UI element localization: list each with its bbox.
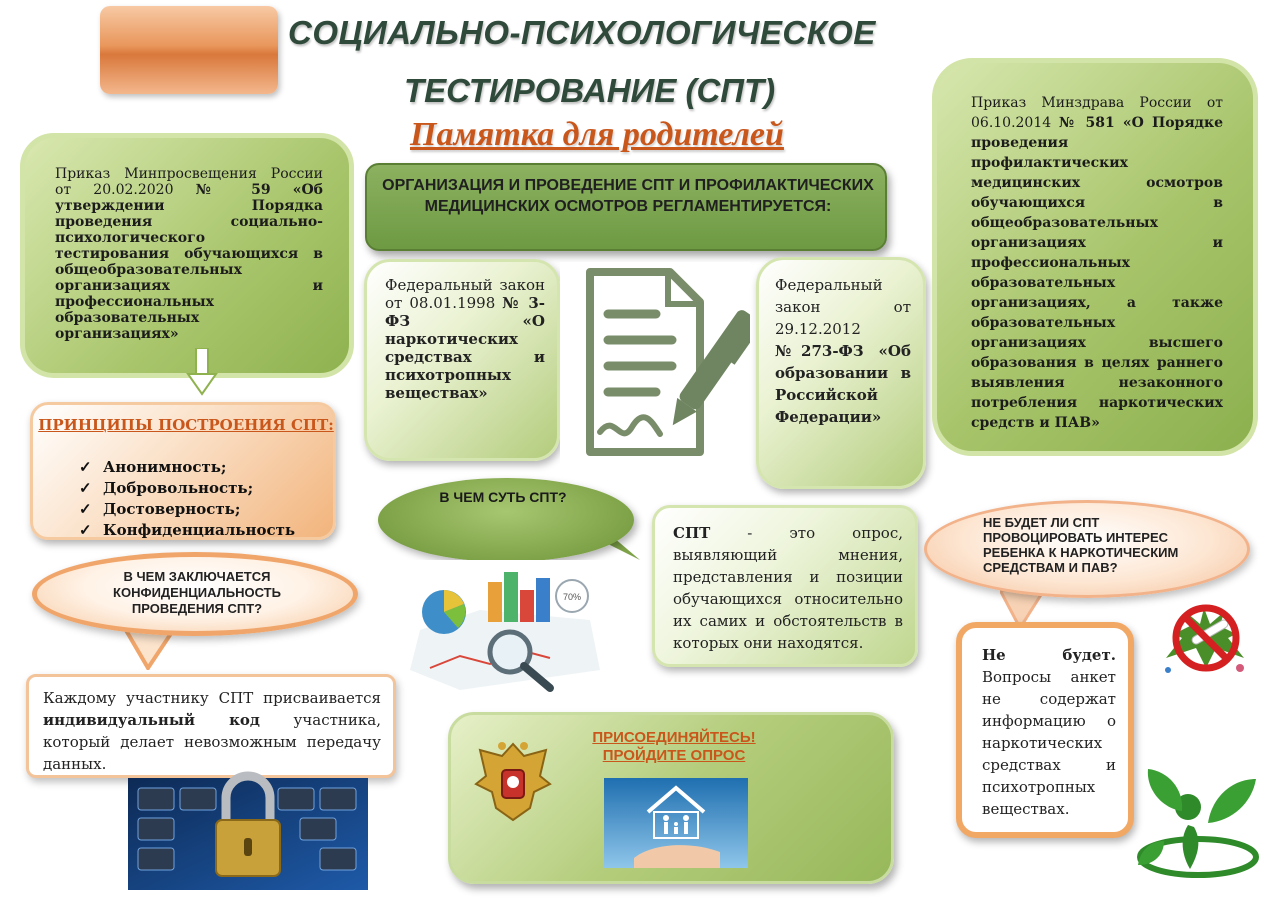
confidentiality-before: Каждому участнику СПТ присваивается: [43, 689, 381, 707]
left-order-intro: Приказ Минпросвещения России от 20.02.2020: [55, 166, 323, 198]
answer-bold: Не будет.: [982, 646, 1116, 664]
definition-text: [673, 522, 903, 654]
answer-text: [982, 644, 1116, 820]
checkmark-icon: ✓: [79, 521, 92, 539]
confidentiality-question-bubble: [32, 552, 358, 636]
page-title-line1: СОЦИАЛЬНО-ПСИХОЛОГИЧЕСКОЕ: [288, 14, 876, 51]
definition-body: - это опрос, выявляющий мнения, представления и позиции обучающихся относительно их самих и обстоятельств в которых они находятся.: [673, 524, 903, 652]
left-order-text: [55, 166, 323, 352]
law-3fz-title: № 3-ФЗ «О наркотических средствах и психотропных веществах»: [385, 294, 545, 402]
family-house-photo: [604, 778, 748, 868]
title-ribbon-decoration: [100, 6, 278, 94]
join-line1: ПРИСОЕДИНЯЙТЕСЬ!: [592, 729, 756, 746]
no-drugs-icon: [1156, 598, 1252, 678]
keyboard-lock-illustration: [128, 768, 368, 890]
principles-heading: ПРИНЦИПЫ ПОСТРОЕНИЯ СПТ:: [38, 416, 334, 434]
left-order-number: № 59: [195, 182, 271, 198]
right-order-text: [971, 93, 1223, 433]
chart-percent-badge: 70%: [563, 592, 582, 602]
page-subtitle: Памятка для родителей: [410, 116, 784, 153]
join-line2: ПРОЙДИТЕ ОПРОС: [602, 747, 746, 764]
principle-label: Конфиденциальность: [103, 521, 296, 539]
principles-box: [30, 402, 336, 540]
eagle-emblem-icon: [472, 736, 554, 826]
interest-question-text: НЕ БУДЕТ ЛИ СПТ ПРОВОЦИРОВАТЬ ИНТЕРЕС РЕБЕНКА К НАРКОТИЧЕСКИМ СРЕДСТВАМ И ПАВ?: [983, 515, 1179, 575]
law-273fz-title: №273-ФЗ «Об образовании в Российской Федерации»: [775, 342, 911, 426]
person-leaves-logo: [1128, 745, 1268, 893]
regulation-banner: [365, 163, 887, 251]
law-273fz-box: [756, 257, 926, 489]
confidentiality-question-text: В ЧЕМ ЗАКЛЮЧАЕТСЯ КОНФИДЕНЦИАЛЬНОСТЬ ПРОВЕДЕНИЯ СПТ?: [113, 569, 281, 616]
essence-question-bubble: [378, 478, 634, 562]
interest-question-bubble: [924, 500, 1250, 598]
left-order-title: «Об утверждении Порядка проведения социально-психологического тестирования обучающихся в общеобразовательных организациях и профессиональных образовательных организациях»: [55, 182, 323, 342]
answer-body: Вопросы анкет не содержат информацию о наркотических средствах и психотропных веществах.: [982, 668, 1116, 818]
checkmark-icon: ✓: [79, 500, 92, 518]
principle-item: [79, 520, 295, 541]
principle-item: [79, 457, 295, 478]
confidentiality-box: [26, 674, 396, 778]
law-273fz-text: [775, 274, 911, 428]
confidentiality-code: индивидуальный код: [43, 711, 260, 729]
regulation-banner-text: ОРГАНИЗАЦИЯ И ПРОВЕДЕНИЕ СПТ И ПРОФИЛАКТИЧЕСКИХ МЕДИЦИНСКИХ ОСМОТРОВ РЕГЛАМЕНТИРУЕТСЯ:: [382, 177, 874, 215]
definition-box: [652, 505, 918, 667]
left-order-box: [20, 133, 354, 378]
law-3fz-text: [385, 276, 545, 402]
law-273fz-intro: Федеральный закон от 29.12.2012: [775, 276, 911, 338]
page-title-line2: ТЕСТИРОВАНИЕ (СПТ): [404, 72, 776, 109]
principle-label: Достоверность;: [103, 500, 241, 518]
definition-term: СПТ: [673, 524, 711, 542]
essence-question-text: В ЧЕМ СУТЬ СПТ?: [439, 489, 567, 505]
principle-label: Добровольность;: [103, 479, 254, 497]
right-order-box: [932, 58, 1258, 456]
document-pen-illustration: [560, 262, 750, 462]
checkmark-icon: ✓: [79, 479, 92, 497]
down-arrow-icon: [186, 348, 218, 396]
law-3fz-intro: Федеральный закон от 08.01.1998: [385, 276, 545, 312]
answer-box: [956, 622, 1134, 838]
right-order-title: № 581 «О Порядке проведения профилактических медицинских осмотров обучающихся в общеобразовательных организациях и профессиональных образовательных организациях, а также образовательных организациях высшего образования в целях раннего выявления незаконного потребления наркотических средств и ПАВ»: [971, 115, 1224, 431]
join-survey-text[interactable]: [561, 729, 787, 765]
confidentiality-after: участника, который делает невозможным передачу данных.: [43, 711, 381, 773]
principle-item: [79, 499, 295, 520]
right-order-intro: Приказ Минздрава России от 06.10.2014: [971, 95, 1223, 131]
confidentiality-text: [43, 687, 381, 775]
principles-list: [79, 457, 295, 541]
charts-magnifier-illustration: [400, 560, 610, 700]
principle-label: Анонимность;: [103, 458, 227, 476]
law-3fz-box: [364, 259, 560, 461]
checkmark-icon: ✓: [79, 458, 92, 476]
principle-item: [79, 478, 295, 499]
